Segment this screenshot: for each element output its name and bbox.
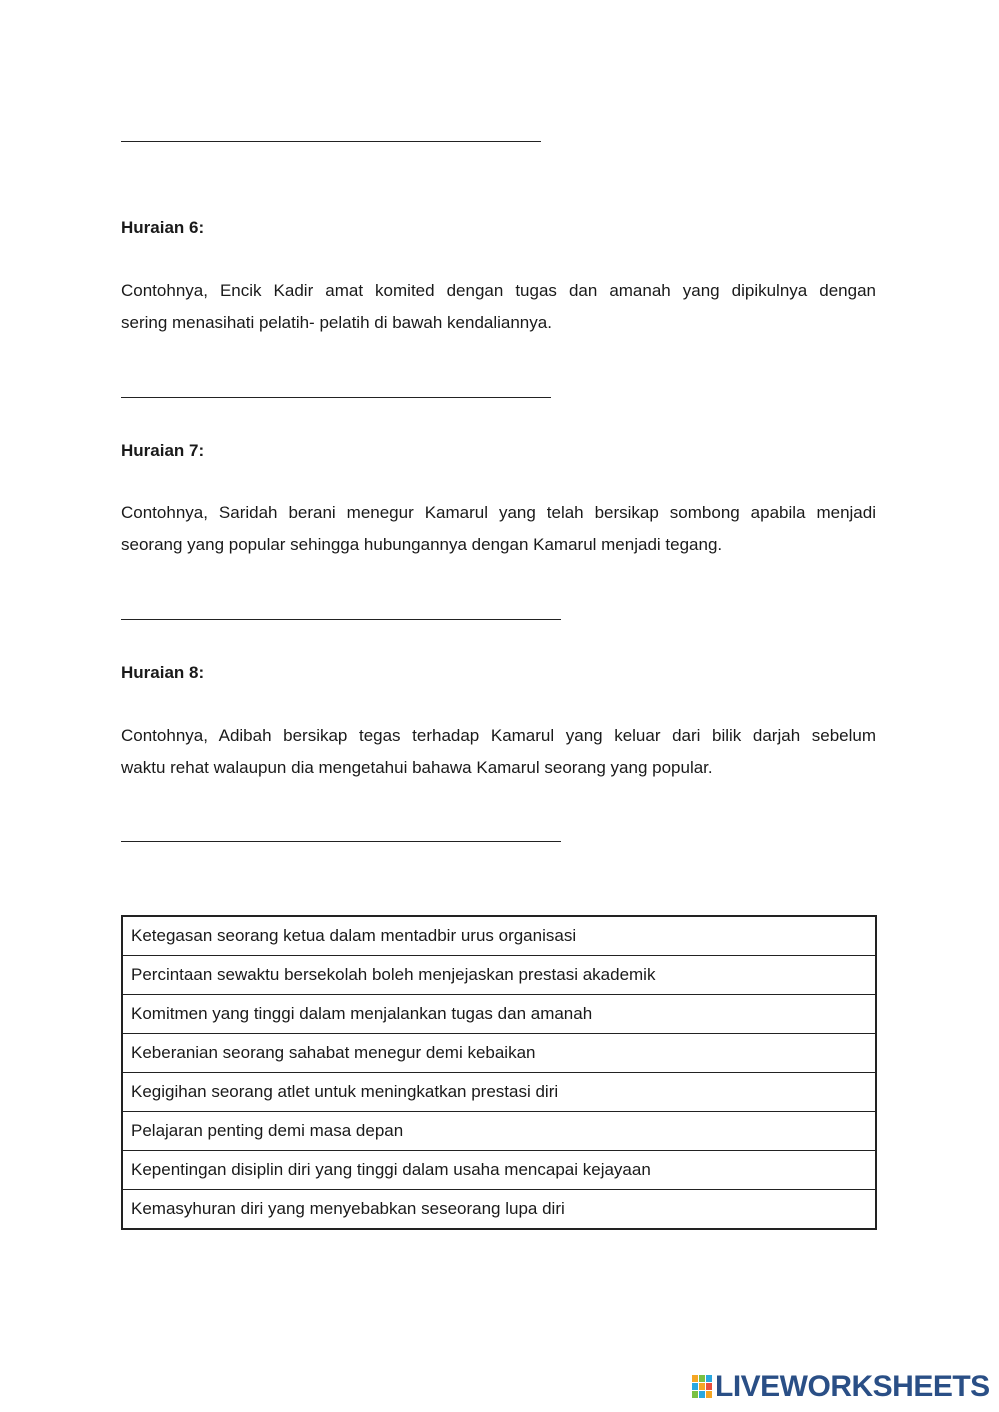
paragraph-line: Contohnya, Adibah bersikap tegas terhadap Kamarul yang keluar dari bilik darjah sebelum	[121, 726, 876, 745]
answer-blank-8[interactable]	[121, 841, 561, 842]
paragraph-line: seorang yang popular sehingga hubungannya dengan Kamarul menjadi tegang.	[121, 535, 723, 554]
paragraph-huraian-7	[121, 497, 876, 561]
table-row	[122, 956, 876, 995]
paragraph-line: Contohnya, Saridah berani menegur Kamarul yang telah bersikap sombong apabila menjadi	[121, 503, 876, 522]
paragraph-huraian-8	[121, 720, 876, 784]
heading-huraian-6: Huraian 6:	[121, 218, 205, 237]
liveworksheets-brand	[692, 1371, 990, 1403]
liveworksheets-logo-icon	[692, 1375, 712, 1399]
option-cell[interactable]: Keberanian seorang sahabat menegur demi kebaikan	[122, 1034, 876, 1073]
brand-name: LIVEWORKSHEETS	[715, 1370, 990, 1403]
options-table	[121, 915, 877, 1230]
table-row	[122, 995, 876, 1034]
option-cell[interactable]: Kepentingan disiplin diri yang tinggi dalam usaha mencapai kejayaan	[122, 1151, 876, 1190]
heading-huraian-8: Huraian 8:	[121, 663, 205, 682]
option-cell[interactable]: Ketegasan seorang ketua dalam mentadbir urus organisasi	[122, 916, 876, 956]
option-cell[interactable]: Percintaan sewaktu bersekolah boleh menjejaskan prestasi akademik	[122, 956, 876, 995]
answer-blank-6[interactable]	[121, 397, 551, 398]
paragraph-line: Contohnya, Encik Kadir amat komited dengan tugas dan amanah yang dipikulnya dengan	[121, 281, 876, 300]
table-row	[122, 1112, 876, 1151]
paragraph-huraian-6	[121, 275, 876, 339]
option-cell[interactable]: Komitmen yang tinggi dalam menjalankan tugas dan amanah	[122, 995, 876, 1034]
table-row	[122, 1190, 876, 1230]
heading-huraian-7: Huraian 7:	[121, 441, 205, 460]
table-row	[122, 916, 876, 956]
table-row	[122, 1073, 876, 1112]
table-row	[122, 1034, 876, 1073]
answer-blank-5[interactable]	[121, 141, 541, 142]
option-cell[interactable]: Kegigihan seorang atlet untuk meningkatkan prestasi diri	[122, 1073, 876, 1112]
table-row	[122, 1151, 876, 1190]
option-cell[interactable]: Pelajaran penting demi masa depan	[122, 1112, 876, 1151]
option-cell[interactable]: Kemasyhuran diri yang menyebabkan seseorang lupa diri	[122, 1190, 876, 1230]
answer-blank-7[interactable]	[121, 619, 561, 620]
paragraph-line: waktu rehat walaupun dia mengetahui bahawa Kamarul seorang yang popular.	[121, 758, 713, 777]
paragraph-line: sering menasihati pelatih- pelatih di bawah kendaliannya.	[121, 313, 552, 332]
